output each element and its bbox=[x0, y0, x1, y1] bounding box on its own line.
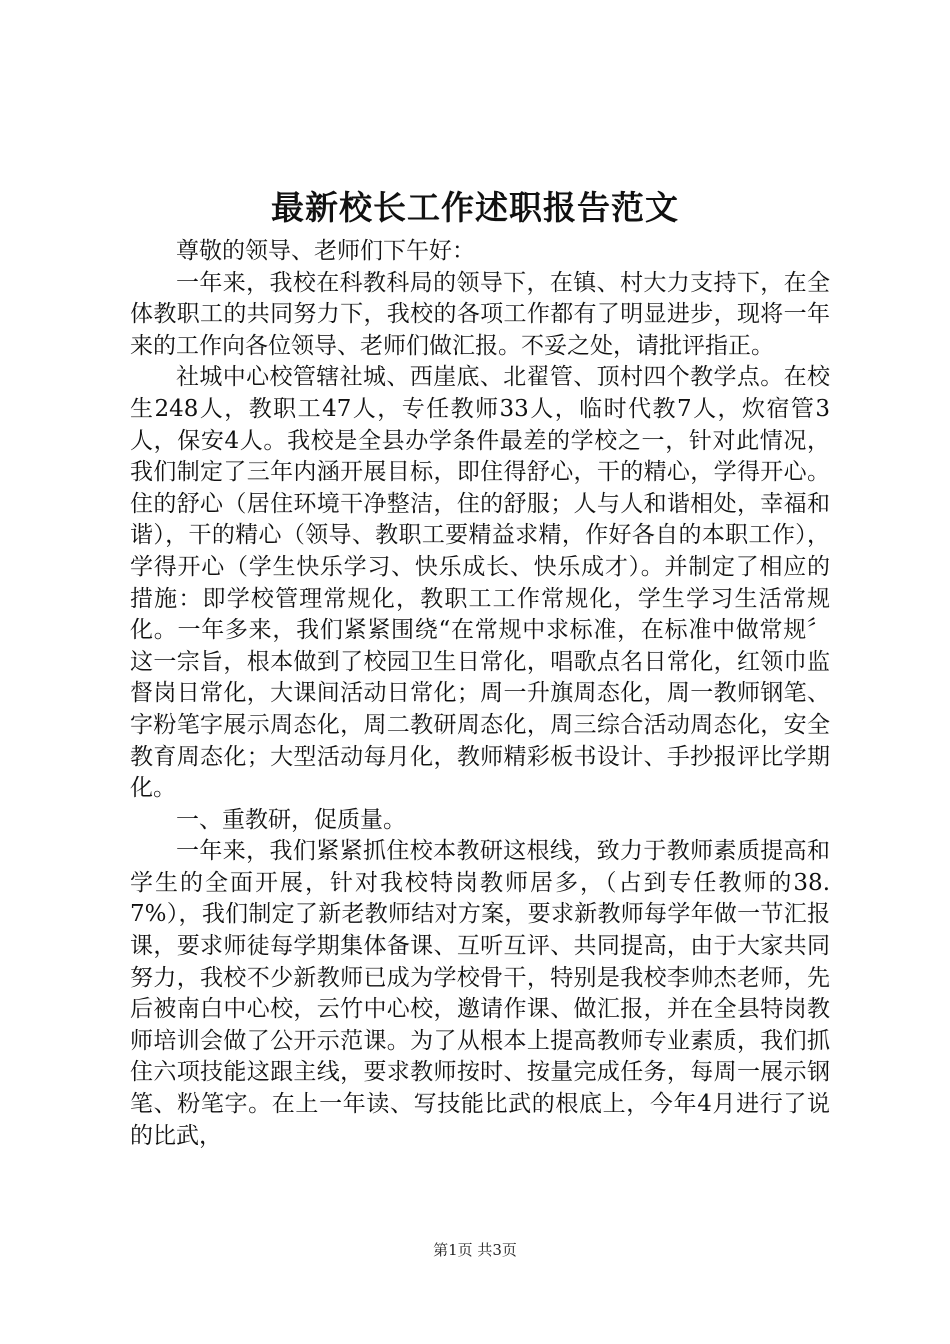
document-title: 最新校长工作述职报告范文 bbox=[271, 188, 679, 227]
section-heading-teaching-research: 一、重教研，促质量。 bbox=[176, 806, 406, 833]
document-body bbox=[130, 236, 830, 1152]
paragraph-school-overview: 社城中心校管辖社城、西崖底、北翟管、顶村四个教学点。在校生248人，教职工47人，专任教师33人，临时代教7人，炊宿管3人，保安4人。我校是全县办学条件最差的学校之一，针对此情况，我们制定了三年内涵开展目标，即住得舒心，干的精心，学得开心。住的舒心（居住环境干净整洁，住的舒服；人与人和谐相处，幸福和谐），干的精心（领导、教职工要精益求精，作好各自的本职工作），学得开心（学生快乐学习、快乐成长、快乐成才）。并制定了相应的措施：即学校管理常规化，教职工工作常规化，学生学习生活常规化。一年多来，我们紧紧围绕“在常规中求标准，在标准中做常规〞这一宗旨，根本做到了校园卫生日常化，唱歌点名日常化，红领巾监督岗日常化，大课间活动日常化；周一升旗周态化，周一教师钢笔、字粉笔字展示周态化，周二教研周态化，周三综合活动周态化，安全教育周态化；大型活动每月化，教师精彩板书设计、手抄报评比学期化。 bbox=[130, 364, 830, 802]
page-number: 第1页 共3页 bbox=[433, 1241, 517, 1259]
paragraph-greeting: 尊敬的领导、老师们下午好： bbox=[176, 238, 475, 264]
paragraph-teaching-research: 一年来，我们紧紧抓住校本教研这根线，致力于教师素质提高和学生的全面开展，针对我校特岗教师居多，（占到专任教师的38.7%），我们制定了新老教师结对方案，要求新教师每学年做一节汇报课，要求师徒每学期集体备课、互听互评、共同提高，由于大家共同努力，我校不少新教师已成为学校骨干，特别是我校李帅杰老师，先后被南白中心校，云竹中心校，邀请作课、做汇报，并在全县特岗教师培训会做了公开示范课。为了从根本上提高教师专业素质，我们抓住六项技能这跟主线，要求教师按时、按量完成任务，每周一展示钢笔、粉笔字。在上一年读、写技能比武的根底上，今年4月进行了说的比武， bbox=[130, 838, 830, 1149]
page-footer bbox=[0, 1238, 950, 1262]
paragraph-intro: 一年来，我校在科教科局的领导下，在镇、村大力支持下，在全体教职工的共同努力下，我校的各项工作都有了明显进步，现将一年来的工作向各位领导、老师们做汇报。不妥之处，请批评指正。 bbox=[130, 269, 830, 359]
